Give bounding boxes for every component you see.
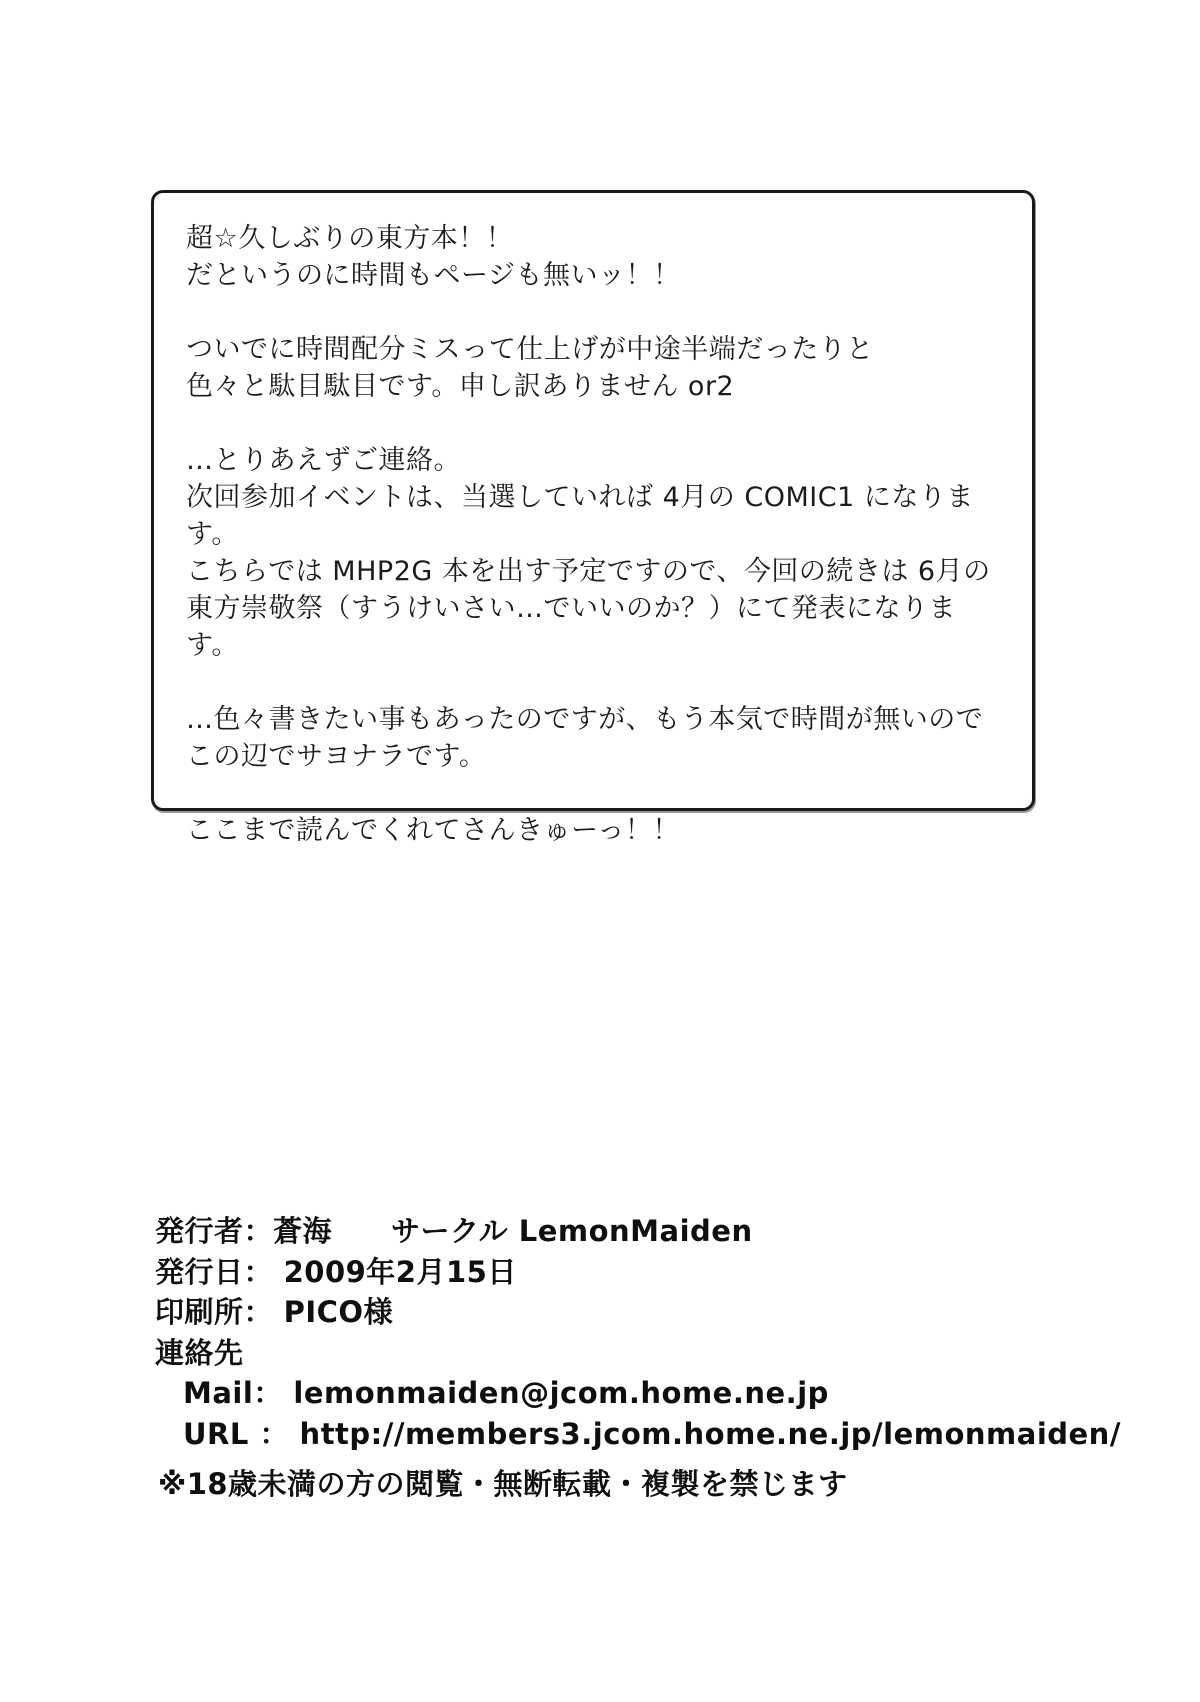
colophon-url: URL ： http://members3.jcom.home.ne.jp/lemonmaiden/: [183, 1416, 1121, 1451]
colophon-contact-heading: 連絡先: [155, 1335, 244, 1370]
colophon-block: [155, 1211, 1121, 1454]
afterword-line: …色々書きたい事もあったのですが、もう本気で時間が無いので: [186, 704, 984, 735]
afterword-line-blank: [186, 775, 1004, 812]
afterword-line: こちらでは MHP2G 本を出す予定ですので、今回の続きは 6月の: [186, 556, 991, 587]
afterword-line: だというのに時間もページも無いッ！！: [186, 260, 681, 291]
colophon-printer: 印刷所： PICO様: [155, 1295, 394, 1329]
afterword-line: …とりあえずご連絡。: [186, 445, 461, 476]
colophon-publisher: 発行者：蒼海 サークル LemonMaiden: [155, 1214, 753, 1248]
afterword-line-blank: [186, 294, 1004, 331]
afterword-box: [151, 190, 1035, 846]
afterword-line: ここまで読んでくれてさんきゅーっ！！: [186, 815, 680, 846]
afterword-line: 東方崇敬祭（すうけいさい…でいいのか？）にて発表になります。: [186, 593, 956, 661]
afterword-line: 次回参加イベントは、当選していれば 4月の COMIC1 になります。: [186, 482, 974, 550]
afterword-line: 色々と駄目駄目です。申し訳ありません or2: [186, 371, 735, 402]
afterword-line: ついでに時間配分ミスって仕上げが中途半端だったりと: [186, 334, 874, 365]
afterword-line-blank: [186, 664, 1004, 701]
colophon-publish-date: 発行日： 2009年2月15日: [155, 1254, 517, 1289]
afterword-line: 超☆久しぶりの東方本！！: [186, 223, 514, 254]
colophon-mail: Mail： lemonmaiden@jcom.home.ne.jp: [183, 1376, 829, 1410]
afterword-line: この辺でサヨナラです。: [186, 741, 487, 772]
afterword-line-blank: [186, 405, 1004, 442]
age-restriction-notice: ※18歳未満の方の閲覧・無断転載・複製を禁じます: [158, 1467, 848, 1501]
